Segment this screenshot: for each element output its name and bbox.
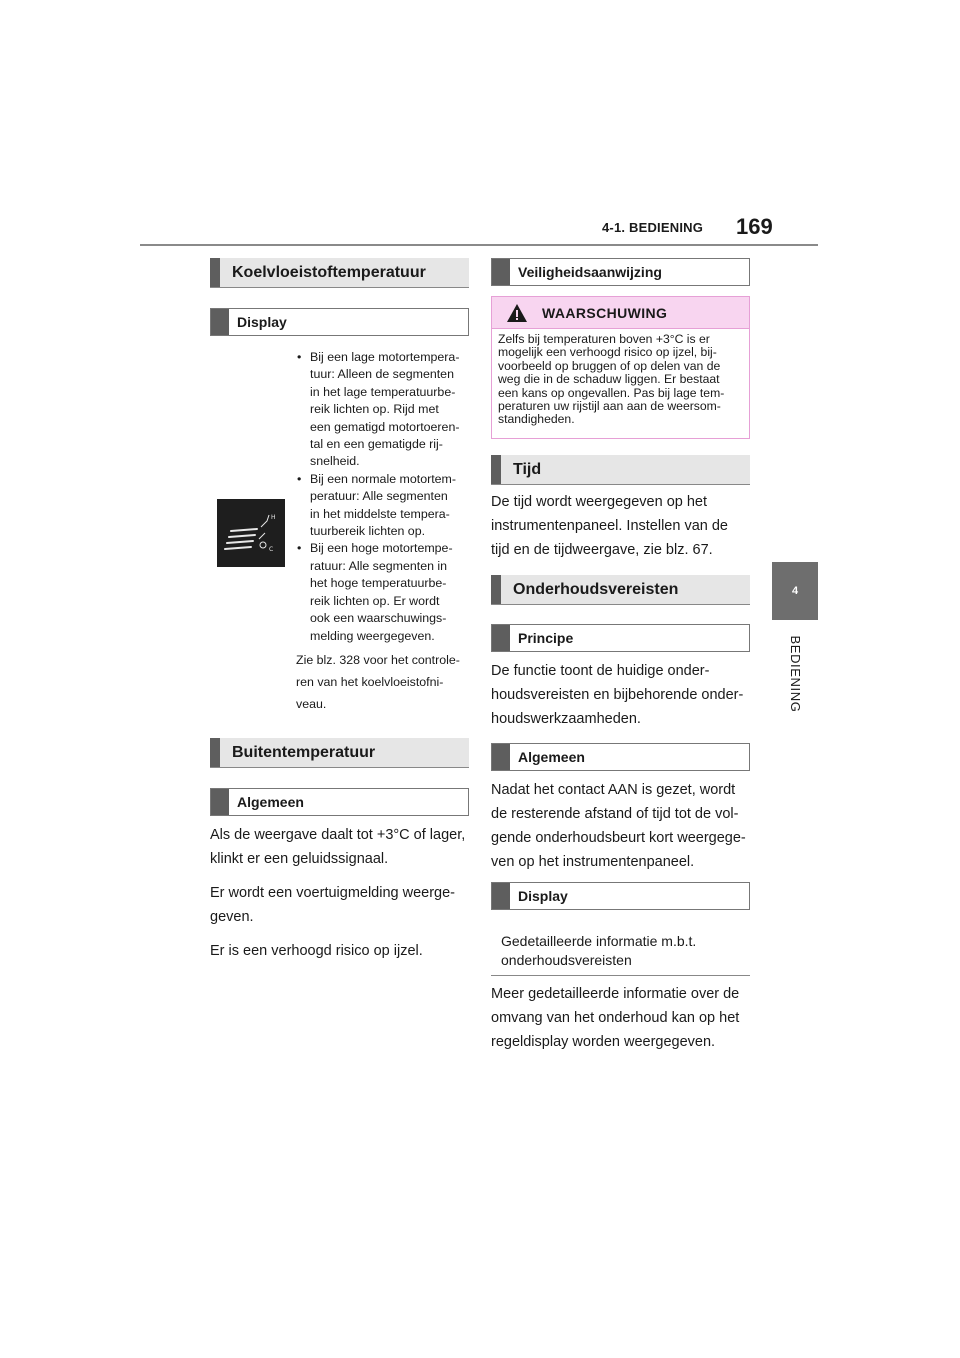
sub-title: Veiligheidsaanwijzing	[518, 264, 662, 280]
bullet-icon: •	[297, 471, 302, 486]
paragraph: Er is een verhoogd risico op ijzel.	[210, 943, 423, 959]
heading-bar	[491, 575, 501, 604]
heading-bar	[211, 789, 229, 815]
chapter-label: BEDIENING	[788, 635, 803, 713]
paragraph: Er wordt een voertuigmelding weerge- geven.	[210, 885, 456, 925]
service-display-text: Meer gedetailleerde informatie over de omvang van het onderhoud kan op het regeldisplay worden weergegeven.	[491, 986, 740, 1050]
sub-title: Principe	[518, 630, 574, 646]
sub-heading-display	[210, 308, 469, 336]
warning-title: WAARSCHUWING	[542, 304, 668, 321]
running-header-section: 4-1. BEDIENING	[602, 220, 704, 235]
section-heading-coolant	[210, 258, 469, 288]
section-title: Tijd	[513, 460, 542, 478]
sub-title: Display	[518, 888, 568, 904]
warning-triangle-icon	[506, 302, 528, 324]
paragraph: Als de weergave daalt tot +3°C of lager, klinkt er een geluidssignaal.	[210, 827, 466, 867]
sub-heading-general-service	[491, 743, 750, 771]
heading-bar	[210, 738, 220, 767]
list-item-text: Bij een normale motortem- peratuur: Alle segmenten in het middelste tempera- tuurbereik lichten op.	[310, 471, 456, 539]
list-item	[296, 349, 468, 471]
svg-text:C: C	[269, 546, 274, 553]
warning-text: Zelfs bij temperaturen boven +3°C is er mogelijk een verhoogd risico op ijzel, bij- voorbeeld op bruggen of op delen van de weg die in de schaduw liggen. Er bestaat een kans op ongevallen. Pas bij lage tem- peraturen uw rijstijl aan aan de weersom- standigheden.	[498, 332, 725, 427]
section-heading-service	[491, 575, 750, 605]
heading-bar	[492, 744, 510, 770]
sub-heading-safety	[491, 258, 750, 286]
heading-bar	[492, 883, 510, 909]
warning-box	[491, 296, 750, 439]
chapter-tab	[772, 562, 818, 620]
heading-bar	[211, 309, 229, 335]
chapter-number: 4	[791, 585, 799, 597]
list-item	[296, 540, 468, 644]
general-service-text: Nadat het contact AAN is gezet, wordt de resterende afstand of tijd tot de vol- gende onderhoudsbeurt kort weergege- ven op het instrumentenpaneel.	[491, 782, 746, 870]
service-info-row: Gedetailleerde informatie m.b.t. onderhoudsvereisten	[491, 922, 750, 976]
list-item-text: Bij een lage motortempera- tuur: Alleen de segmenten in het lage temperatuurbe- reik lichten op. Rijd met een gematigd motortoeren- tal en een gematigde rij- snelheid.	[310, 350, 460, 469]
svg-text:H: H	[271, 514, 276, 521]
heading-bar	[210, 258, 220, 287]
coolant-note: Zie blz. 328 voor het controle- ren van het koelvloeistofni- veau.	[296, 652, 460, 711]
section-title: Buitentemperatuur	[232, 743, 376, 761]
sub-heading-principle	[491, 624, 750, 652]
heading-bar	[492, 259, 510, 285]
section-heading-time	[491, 455, 750, 485]
sub-title: Algemeen	[237, 794, 304, 810]
sub-heading-general	[210, 788, 469, 816]
section-title: Onderhoudsvereisten	[513, 580, 679, 598]
sub-heading-service-display	[491, 882, 750, 910]
bullet-icon: •	[297, 350, 302, 364]
heading-bar	[491, 455, 501, 484]
principle-text: De functie toont de huidige onder- houdsvereisten en bijbehorende onder- houdswerkzaamheden.	[491, 663, 744, 727]
section-heading-outside-temperature	[210, 738, 469, 768]
coolant-temperature-display-image	[217, 499, 285, 567]
bullet-icon: •	[297, 541, 302, 556]
list-item-text: Bij een hoge motortempe- ratuur: Alle segmenten in het hoge temperatuurbe- reik lichten op. Er wordt ook een waarschuwings- melding weergegeven.	[310, 541, 453, 643]
coolant-gauge-icon	[217, 499, 285, 567]
header-rule	[140, 244, 818, 246]
coolant-bullet-list	[296, 349, 468, 715]
time-text: De tijd wordt weergegeven op het instrumentenpaneel. Instellen van de tijd en de tijdweergave, zie blz. 67.	[491, 494, 728, 558]
sub-title: Display	[237, 314, 287, 330]
outside-temperature-text	[210, 823, 480, 963]
list-item	[296, 471, 468, 541]
warning-header	[492, 297, 749, 329]
heading-bar	[492, 625, 510, 651]
sub-title: Algemeen	[518, 749, 585, 765]
page-number: 169	[736, 214, 773, 239]
section-title: Koelvloeistoftemperatuur	[232, 263, 426, 281]
